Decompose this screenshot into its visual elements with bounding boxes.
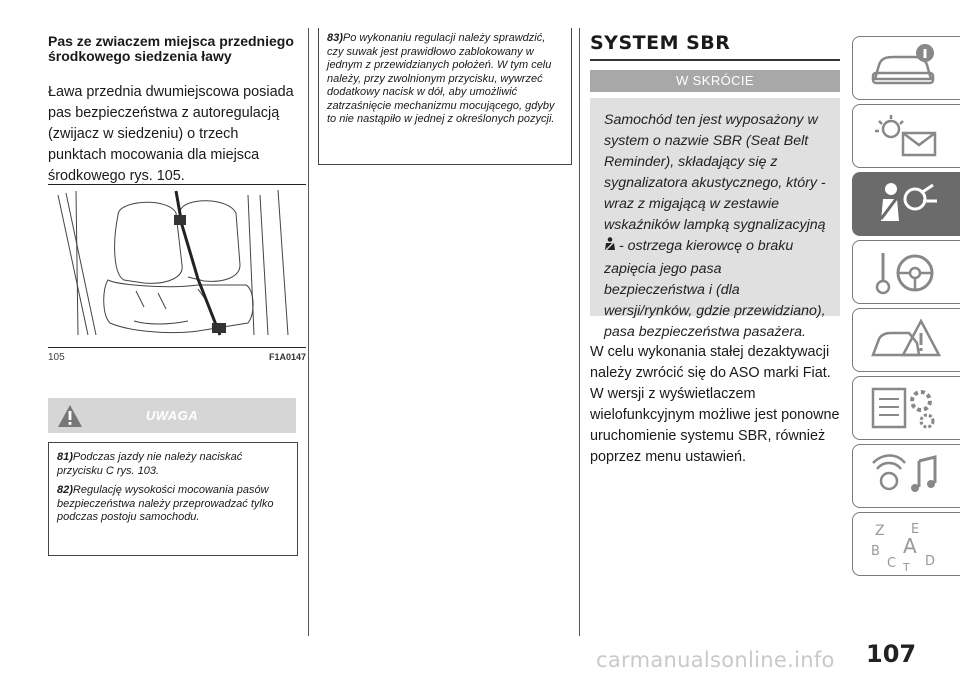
summary-box	[590, 98, 840, 340]
summary-header: W SKRÓCIE	[590, 70, 840, 92]
warning-notes-box	[48, 442, 298, 556]
seat-airbag-icon	[869, 179, 945, 229]
note-number: 82)	[57, 484, 73, 496]
continued-note-box	[318, 28, 572, 165]
index-letter: C	[887, 556, 897, 571]
breakdown-warning-icon	[869, 315, 945, 365]
tab-starting-driving[interactable]	[852, 240, 960, 304]
deactivation-paragraph: W celu wykonania stałej dezaktywacji należy zwrócić się do ASO marki Fiat. W wersji z wyświetlaczem wielofunkcyjnym możliwe jest ponowne uruchomienie systemu SBR, również poprzez menu ustawień.	[590, 344, 840, 465]
column-divider	[308, 28, 309, 636]
index-letters-icon	[869, 519, 949, 573]
index-letter: A	[903, 534, 917, 558]
multimedia-icon	[869, 451, 945, 501]
section-title: SYSTEM SBR	[590, 32, 840, 61]
tab-car-info[interactable]	[852, 36, 960, 100]
tab-safety[interactable]	[852, 172, 960, 236]
summary-text-part: - ostrzega kierowcę o braku zapięcia jego pasa bezpieczeństwa i (dla wersji/rynków, gdzie przewidziano), pasa bezpieczeństwa pasażera.	[604, 238, 826, 340]
summary-text-part: Samochód ten jest wyposażony w system o nazwie SBR (Seat Belt Reminder), składający się z sygnalizatora akustycznego, który - wraz z migającą w zestawie wskaźników lampką sygnalizacyjną	[604, 112, 826, 233]
tab-multimedia[interactable]	[852, 444, 960, 508]
key-steering-wheel-icon	[869, 247, 945, 297]
maintenance-gears-icon	[869, 383, 945, 433]
column-divider	[579, 28, 580, 636]
note-number: 81)	[57, 451, 73, 463]
page-number: 107	[866, 640, 917, 668]
section-subheading: Pas ze zwiaczem miejsca przedniego środkowego siedzenia ławy	[48, 33, 294, 64]
warning-note	[327, 32, 563, 127]
note-number: 83)	[327, 32, 343, 44]
index-letter: T	[903, 561, 910, 573]
note-text: Podczas jazdy nie należy naciskać przycisku C rys. 103.	[57, 451, 243, 477]
dashboard-lights-icon	[869, 111, 945, 161]
index-letter: Z	[875, 523, 885, 539]
seatbelt-warning-icon	[604, 237, 617, 259]
seat-belt-illustration	[48, 184, 306, 348]
index-letter: D	[925, 554, 936, 569]
figure-code: F1A0147	[268, 352, 306, 362]
tab-dashboard-lights[interactable]	[852, 104, 960, 168]
tab-maintenance[interactable]	[852, 376, 960, 440]
watermark: carmanualsonline.info	[596, 648, 835, 672]
tab-emergency[interactable]	[852, 308, 960, 372]
intro-paragraph: Ława przednia dwumiejscowa posiada pas bezpieczeństwa z autoregulacją (zwijacz w siedzeniu) o trzech punktach mocowania dla miejsca środkowego rys. 105.	[48, 84, 294, 184]
figure-number: 105	[48, 352, 65, 363]
index-letter: E	[911, 522, 920, 537]
note-text: Po wykonaniu regulacji należy sprawdzić, czy suwak jest prawidłowo zablokowany w jednym z przewidzianych położeń. W tym celu należy, przy zwolnionym przycisku, wywrzeć dodatkowy nacisk w dół, aby umożliwić zatrzaśnięcie mechanizmu mocującego, gdyby to nie nastąpiło w jednej z określonych pozycji.	[327, 32, 555, 125]
tab-index[interactable]	[852, 512, 960, 576]
note-text: Regulację wysokości mocowania pasów bezpieczeństwa należy przeprowadzać tylko podczas postoju samochodu.	[57, 484, 274, 523]
warning-header	[48, 398, 296, 433]
warning-note	[57, 484, 289, 525]
car-info-icon	[869, 43, 945, 93]
summary-text	[604, 110, 826, 343]
index-letter: B	[871, 544, 880, 559]
figure-105	[48, 184, 306, 366]
warning-title: UWAGA	[145, 408, 199, 423]
warning-note	[57, 451, 289, 478]
